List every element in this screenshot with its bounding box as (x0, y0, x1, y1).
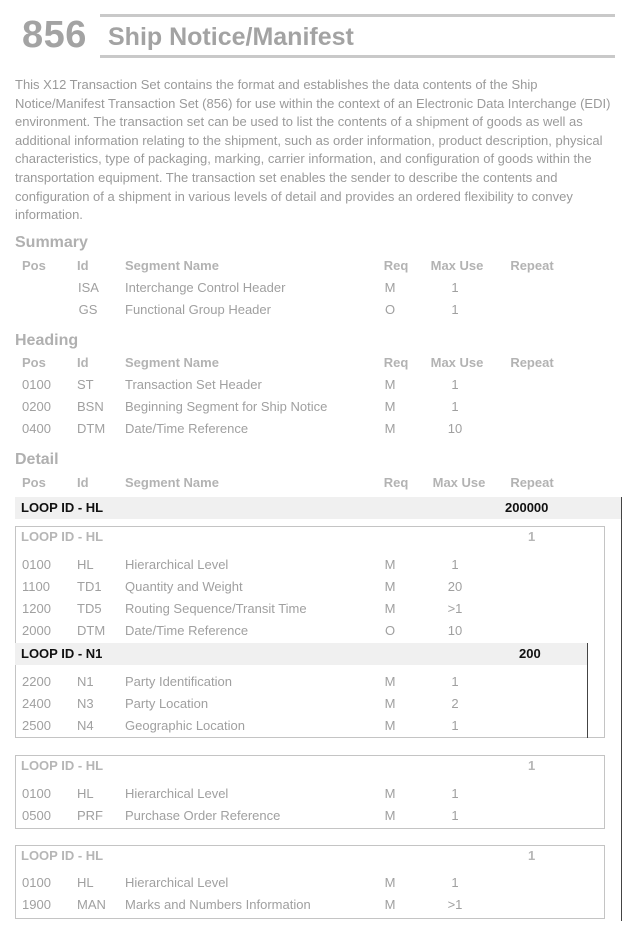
segment-name[interactable]: Purchase Order Reference (125, 808, 281, 823)
col-max: Max Use (430, 355, 484, 370)
segment-pos: 1100 (22, 579, 50, 594)
col-req: Req (383, 475, 409, 490)
col-id: Id (77, 475, 89, 490)
table-row[interactable] (0, 377, 640, 397)
col-pos: Pos (22, 355, 46, 370)
segment-req: M (384, 808, 396, 823)
segment-pos: 2200 (22, 674, 51, 689)
table-row[interactable] (0, 897, 640, 917)
segment-id: BSN (77, 399, 104, 414)
segment-max: 1 (451, 399, 459, 414)
segment-req: O (384, 623, 396, 638)
segment-pos: 1900 (22, 897, 51, 912)
segment-req: M (384, 696, 396, 711)
segment-id: HL (77, 786, 94, 801)
segment-name[interactable]: Hierarchical Level (125, 875, 229, 890)
col-req: Req (383, 355, 409, 370)
table-row[interactable] (0, 399, 640, 419)
loop3-header[interactable] (15, 845, 604, 867)
segment-req: M (384, 718, 396, 733)
loop-repeat: 200 (519, 646, 541, 661)
heading-title: Heading (15, 332, 79, 349)
col-max: Max Use (432, 475, 486, 490)
col-id: Id (77, 258, 89, 273)
segment-pos: 0100 (22, 377, 51, 392)
col-id: Id (77, 355, 89, 370)
segment-id: HL (77, 875, 94, 890)
segment-pos: 0200 (22, 399, 51, 414)
segment-id: PRF (77, 808, 103, 823)
col-name: Segment Name (125, 475, 219, 490)
segment-max: >1 (447, 601, 463, 616)
segment-name[interactable]: Date/Time Reference (125, 623, 249, 638)
segment-max: 10 (447, 421, 463, 436)
table-row[interactable] (0, 280, 640, 300)
segment-id: ST (77, 377, 94, 392)
segment-max: 1 (451, 557, 459, 572)
transaction-code: 856 (22, 14, 87, 56)
segment-name[interactable]: Marks and Numbers Information (125, 897, 311, 912)
segment-id: GS (78, 302, 98, 317)
segment-req: M (384, 421, 396, 436)
table-row[interactable] (0, 786, 640, 806)
segment-req: M (384, 579, 396, 594)
table-row[interactable] (0, 808, 640, 828)
outer-loop-header[interactable] (15, 497, 621, 519)
segment-id: TD1 (77, 579, 102, 594)
segment-pos: 0100 (22, 557, 51, 572)
segment-max: 1 (451, 875, 459, 890)
segment-req: M (384, 674, 396, 689)
table-row[interactable] (0, 579, 640, 599)
segment-max: >1 (447, 897, 463, 912)
table-row[interactable] (0, 421, 640, 441)
segment-id: N3 (77, 696, 94, 711)
detail-title: Detail (15, 451, 59, 468)
loop-name: LOOP ID - HL (21, 848, 104, 863)
segment-name[interactable]: Quantity and Weight (125, 579, 243, 594)
loop-name: LOOP ID - HL (21, 500, 104, 515)
col-repeat: Repeat (510, 355, 554, 370)
loop-name: LOOP ID - HL (21, 758, 104, 773)
segment-max: 1 (451, 377, 459, 392)
segment-id: N4 (77, 718, 94, 733)
segment-name[interactable]: Party Identification (125, 674, 232, 689)
segment-max: 2 (451, 696, 459, 711)
segment-max: 1 (451, 718, 459, 733)
segment-id: HL (77, 557, 94, 572)
loop2-header[interactable] (15, 755, 604, 777)
loop-repeat: 1 (528, 848, 536, 863)
n1-loop-header[interactable] (15, 643, 587, 665)
segment-name[interactable]: Functional Group Header (125, 302, 271, 317)
summary-column-headers (0, 258, 640, 278)
table-row[interactable] (0, 302, 640, 322)
segment-pos: 0100 (22, 875, 51, 890)
segment-pos: 2400 (22, 696, 51, 711)
segment-max: 1 (451, 786, 459, 801)
loop-name: LOOP ID - HL (21, 529, 104, 544)
segment-max: 10 (447, 623, 463, 638)
segment-req: M (384, 601, 396, 616)
segment-id: DTM (77, 421, 106, 436)
table-row[interactable] (0, 623, 640, 643)
segment-pos: 2500 (22, 718, 51, 733)
segment-id: TD5 (77, 601, 102, 616)
loop1-header[interactable] (15, 526, 604, 548)
segment-req: M (384, 897, 396, 912)
page-header (0, 0, 640, 70)
title-box (100, 14, 615, 58)
table-row[interactable] (0, 875, 640, 895)
segment-req: M (384, 786, 396, 801)
detail-column-headers (0, 475, 640, 495)
segment-name[interactable]: Hierarchical Level (125, 786, 229, 801)
segment-pos: 0400 (22, 421, 51, 436)
segment-id: MAN (77, 897, 106, 912)
segment-req: M (384, 399, 396, 414)
col-name: Segment Name (125, 258, 219, 273)
segment-name[interactable]: Transaction Set Header (125, 377, 262, 392)
segment-req: M (384, 280, 396, 295)
segment-name[interactable]: Date/Time Reference (125, 421, 249, 436)
segment-name[interactable]: Party Location (125, 696, 209, 711)
segment-pos: 1200 (22, 601, 51, 616)
segment-name[interactable]: Interchange Control Header (125, 280, 286, 295)
loop-repeat: 1 (528, 529, 536, 544)
col-req: Req (383, 258, 409, 273)
col-name: Segment Name (125, 355, 219, 370)
segment-pos: 0100 (22, 786, 51, 801)
col-max: Max Use (430, 258, 484, 273)
segment-id: ISA (78, 280, 99, 295)
col-repeat: Repeat (510, 258, 554, 273)
segment-req: O (384, 302, 396, 317)
segment-id: DTM (77, 623, 106, 638)
summary-title: Summary (15, 234, 88, 251)
col-pos: Pos (22, 258, 46, 273)
segment-max: 1 (451, 302, 459, 317)
segment-id: N1 (77, 674, 94, 689)
loop-repeat: 1 (528, 758, 536, 773)
segment-pos: 2000 (22, 623, 51, 638)
segment-req: M (384, 875, 396, 890)
col-repeat: Repeat (510, 475, 554, 490)
segment-pos: 0500 (22, 808, 51, 823)
segment-max: 1 (451, 674, 459, 689)
segment-req: M (384, 557, 396, 572)
segment-name[interactable]: Routing Sequence/Transit Time (125, 601, 307, 616)
description: This X12 Transaction Set contains the format and establishes the data contents of the Ship Notice/Manifest Transaction Set (856) for use within the context of an Electronic Data Interchange (EDI) environment. The transaction set can be used to list the contents of a shipment of goods as well as additional information relating to the shipment, such as order information, product description, physical characteristics, type of packaging, marking, carrier information, and configuration of goods within the transportation equipment. The transaction set enables the sender to describe the contents and configuration of a shipment in various levels of detail and provides an ordered flexibility to convey information. (15, 77, 611, 223)
heading-column-headers (0, 355, 640, 375)
segment-max: 1 (451, 280, 459, 295)
segment-name[interactable]: Geographic Location (125, 718, 245, 733)
table-row[interactable] (0, 601, 640, 621)
segment-name[interactable]: Beginning Segment for Ship Notice (125, 399, 328, 414)
loop-repeat: 200000 (505, 500, 549, 515)
segment-req: M (384, 377, 396, 392)
table-row[interactable] (0, 696, 640, 716)
loop-name: LOOP ID - N1 (21, 646, 103, 661)
table-row[interactable] (0, 557, 640, 577)
col-pos: Pos (22, 475, 46, 490)
page-title: Ship Notice/Manifest (108, 23, 354, 51)
table-row[interactable] (0, 674, 640, 694)
table-row[interactable] (0, 718, 640, 738)
segment-max: 1 (451, 808, 459, 823)
segment-max: 20 (447, 579, 463, 594)
segment-name[interactable]: Hierarchical Level (125, 557, 229, 572)
